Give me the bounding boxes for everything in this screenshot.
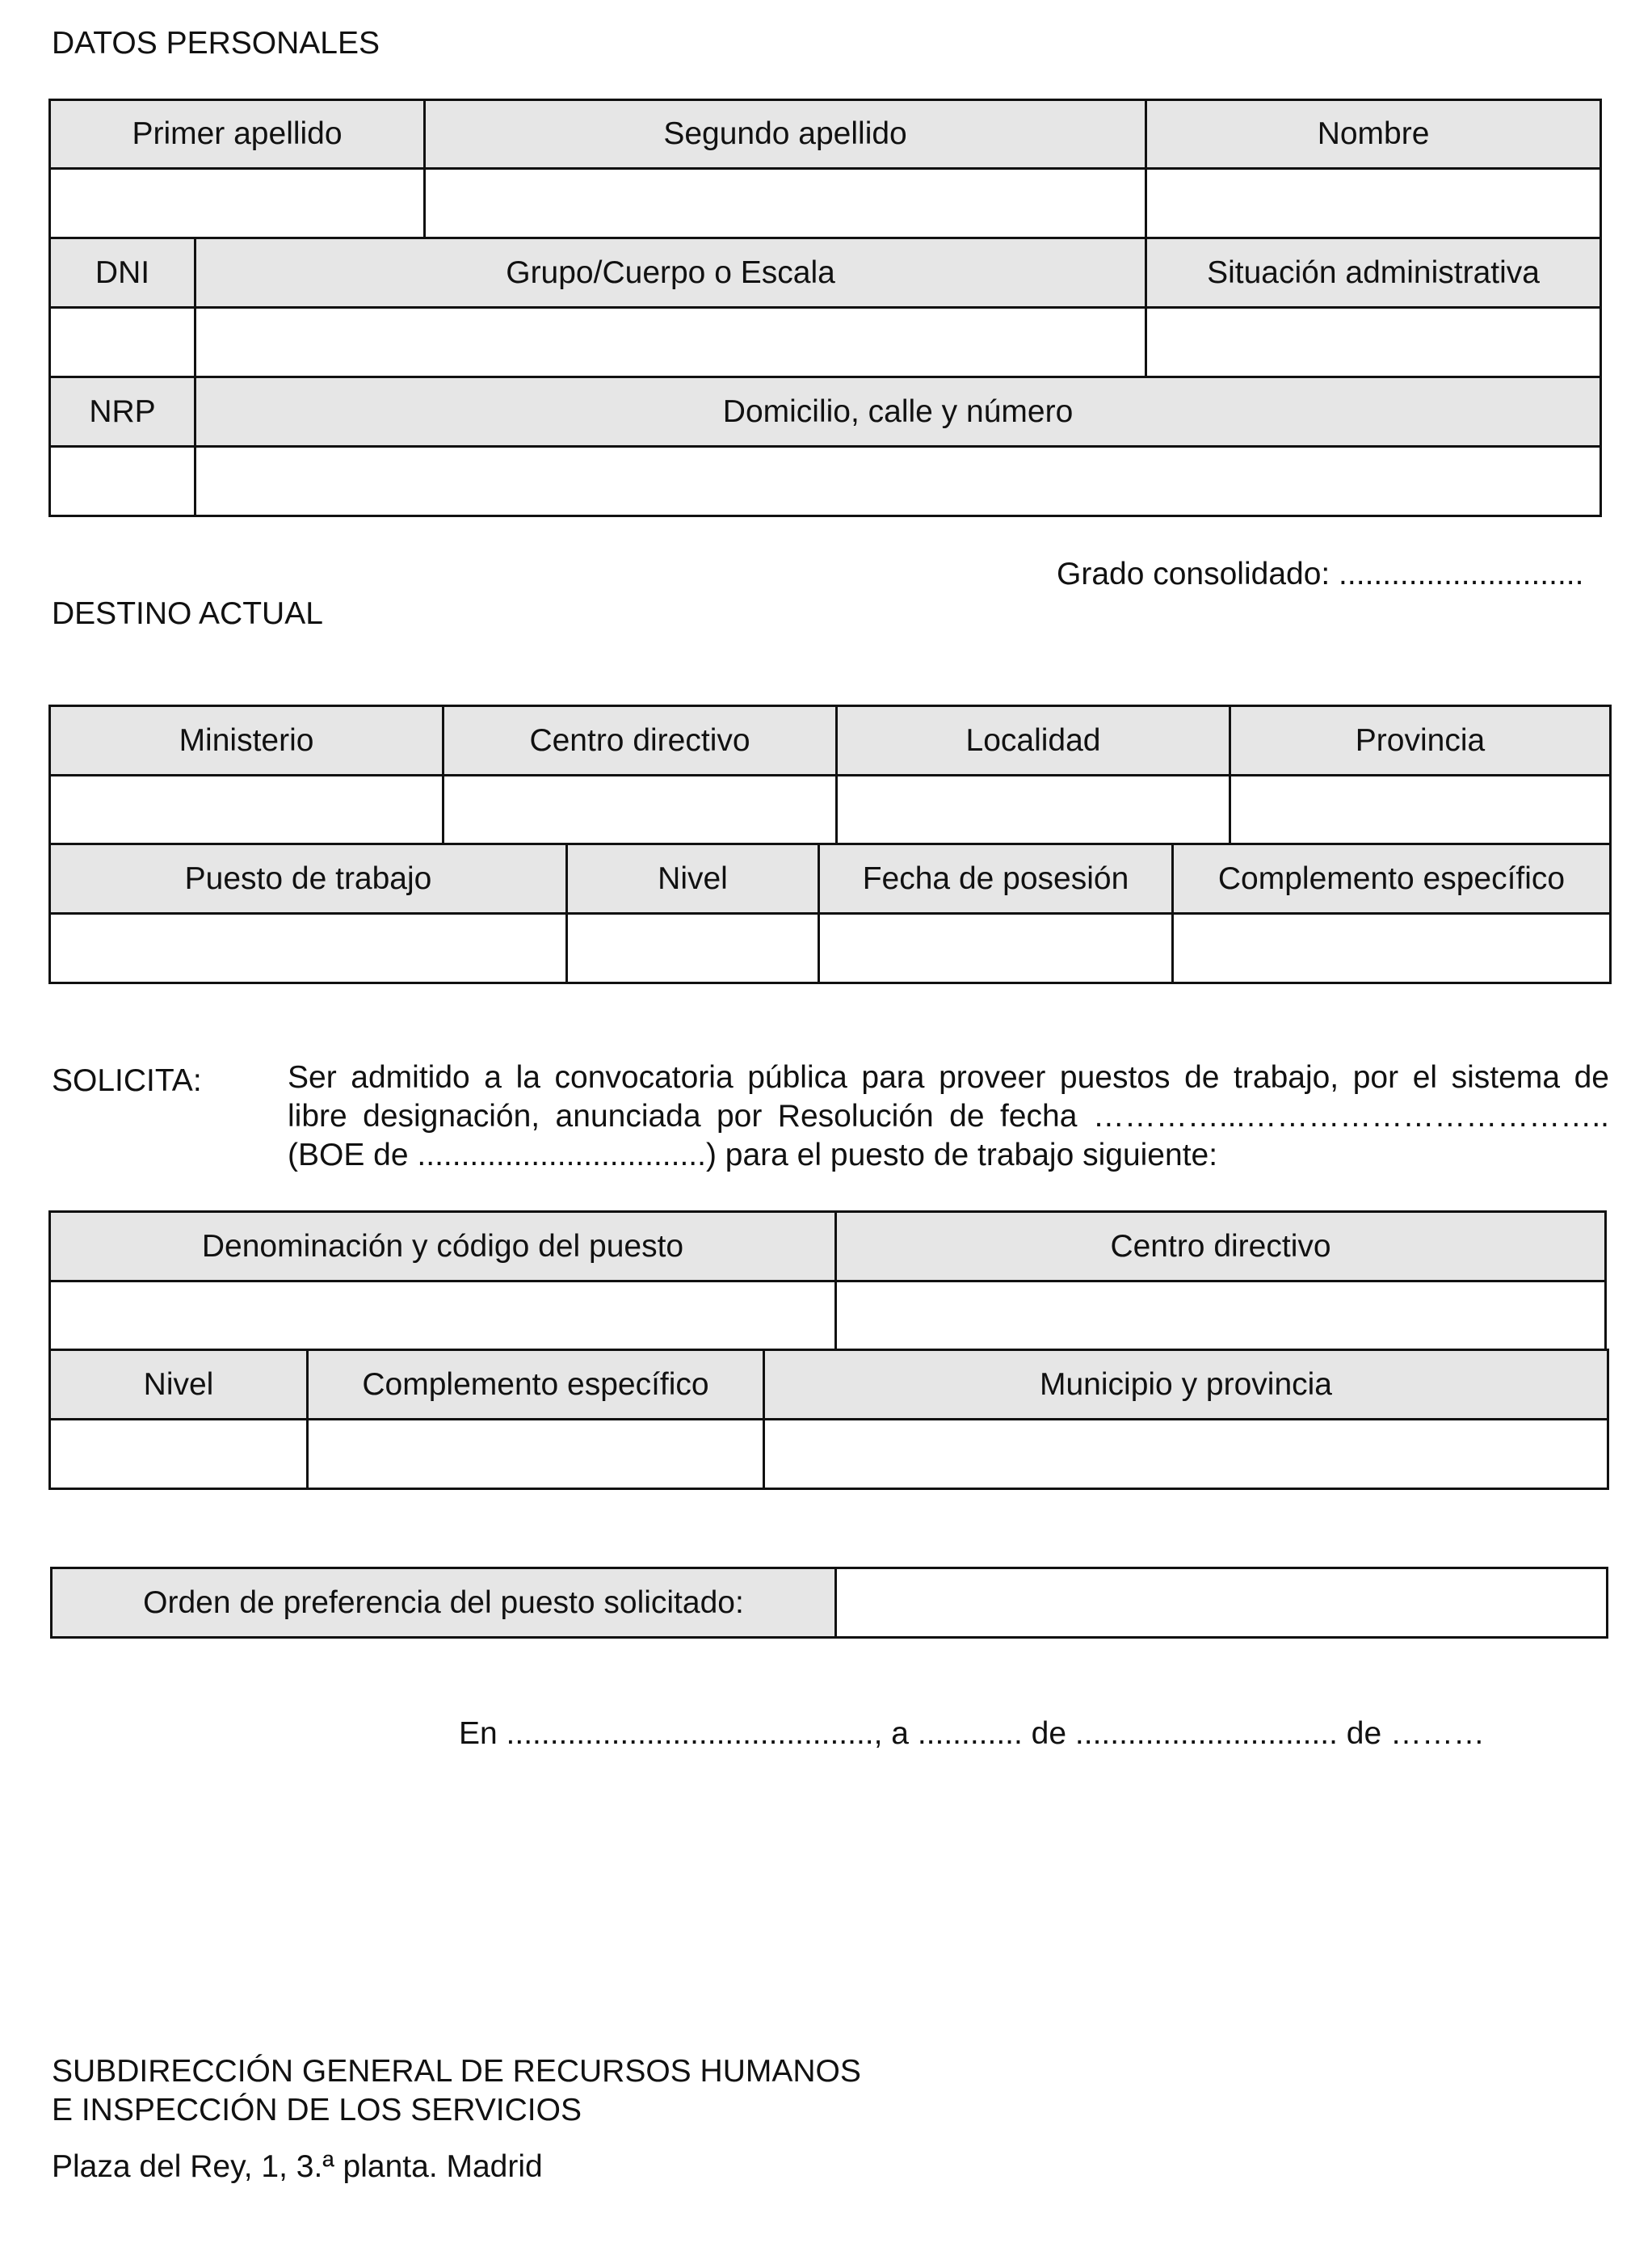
destino-puesto-table <box>48 843 1612 984</box>
section-heading-datos-personales: DATOS PERSONALES <box>52 26 380 61</box>
puesto-solicitado-table-2 <box>48 1349 1609 1490</box>
ministerio-field[interactable] <box>50 776 443 845</box>
nombre-field[interactable] <box>1146 169 1601 238</box>
solicita-paragraph <box>288 1058 1609 1175</box>
centro-directivo-label: Centro directivo <box>443 706 837 776</box>
puesto-centro-directivo-label: Centro directivo <box>836 1212 1606 1281</box>
footer-subdireccion-line-2: E INSPECCIÓN DE LOS SERVICIOS <box>52 2093 582 2127</box>
domicilio-label: Domicilio, calle y número <box>195 377 1601 447</box>
destino-actual-table <box>48 705 1612 846</box>
orden-preferencia-field[interactable] <box>836 1568 1608 1638</box>
solicita-line-3: (BOE de .................................) para el puesto de trabajo siguiente: <box>288 1138 1218 1172</box>
complemento-especifico-label: Complemento específico <box>1173 844 1611 914</box>
puesto-centro-directivo-field[interactable] <box>836 1281 1606 1351</box>
segundo-apellido-field[interactable] <box>425 169 1146 238</box>
centro-directivo-field[interactable] <box>443 776 837 845</box>
primer-apellido-label: Primer apellido <box>50 100 425 169</box>
fecha-posesion-field[interactable] <box>819 914 1173 983</box>
footer-subdireccion-line-1: SUBDIRECCIÓN GENERAL DE RECURSOS HUMANOS <box>52 2054 861 2089</box>
solicita-label: SOLICITA: <box>52 1063 202 1098</box>
complemento-especifico-field[interactable] <box>1173 914 1611 983</box>
puesto-solicitado-table-1 <box>48 1210 1607 1352</box>
denominacion-codigo-label: Denominación y código del puesto <box>50 1212 836 1281</box>
municipio-provincia-label: Municipio y provincia <box>764 1350 1608 1420</box>
nivel-label: Nivel <box>567 844 819 914</box>
section-heading-destino-actual: DESTINO ACTUAL <box>52 596 323 631</box>
provincia-field[interactable] <box>1230 776 1611 845</box>
datos-personales-table <box>48 99 1602 517</box>
fecha-lugar-line: En .........................................., a ............ de .............................. de ……… <box>459 1716 1486 1751</box>
grupo-cuerpo-escala-field[interactable] <box>195 308 1146 377</box>
puesto-complemento-field[interactable] <box>308 1420 764 1489</box>
provincia-label: Provincia <box>1230 706 1611 776</box>
orden-preferencia-label: Orden de preferencia del puesto solicitado: <box>52 1568 836 1638</box>
situacion-administrativa-label: Situación administrativa <box>1146 238 1601 308</box>
puesto-nivel-label: Nivel <box>50 1350 308 1420</box>
puesto-complemento-label: Complemento específico <box>308 1350 764 1420</box>
solicita-line-2: libre designación, anunciada por Resolución de fecha …………...…………………………….. <box>288 1099 1609 1134</box>
primer-apellido-field[interactable] <box>50 169 425 238</box>
situacion-administrativa-field[interactable] <box>1146 308 1601 377</box>
nrp-label: NRP <box>50 377 195 447</box>
municipio-provincia-field[interactable] <box>764 1420 1608 1489</box>
denominacion-codigo-field[interactable] <box>50 1281 836 1351</box>
segundo-apellido-label: Segundo apellido <box>425 100 1146 169</box>
footer-address: Plaza del Rey, 1, 3.ª planta. Madrid <box>52 2149 543 2184</box>
domicilio-field[interactable] <box>195 447 1601 516</box>
nrp-field[interactable] <box>50 447 195 516</box>
puesto-nivel-field[interactable] <box>50 1420 308 1489</box>
ministerio-label: Ministerio <box>50 706 443 776</box>
orden-preferencia-table <box>50 1567 1608 1639</box>
solicita-line-1: Ser admitido a la convocatoria pública para proveer puestos de trabajo, por el sistema de <box>288 1060 1609 1095</box>
nivel-field[interactable] <box>567 914 819 983</box>
puesto-trabajo-label: Puesto de trabajo <box>50 844 567 914</box>
nombre-label: Nombre <box>1146 100 1601 169</box>
grupo-cuerpo-escala-label: Grupo/Cuerpo o Escala <box>195 238 1146 308</box>
dni-label: DNI <box>50 238 195 308</box>
localidad-label: Localidad <box>837 706 1230 776</box>
localidad-field[interactable] <box>837 776 1230 845</box>
dni-field[interactable] <box>50 308 195 377</box>
fecha-posesion-label: Fecha de posesión <box>819 844 1173 914</box>
grado-consolidado: Grado consolidado: ............................ <box>1057 557 1584 591</box>
puesto-trabajo-field[interactable] <box>50 914 567 983</box>
